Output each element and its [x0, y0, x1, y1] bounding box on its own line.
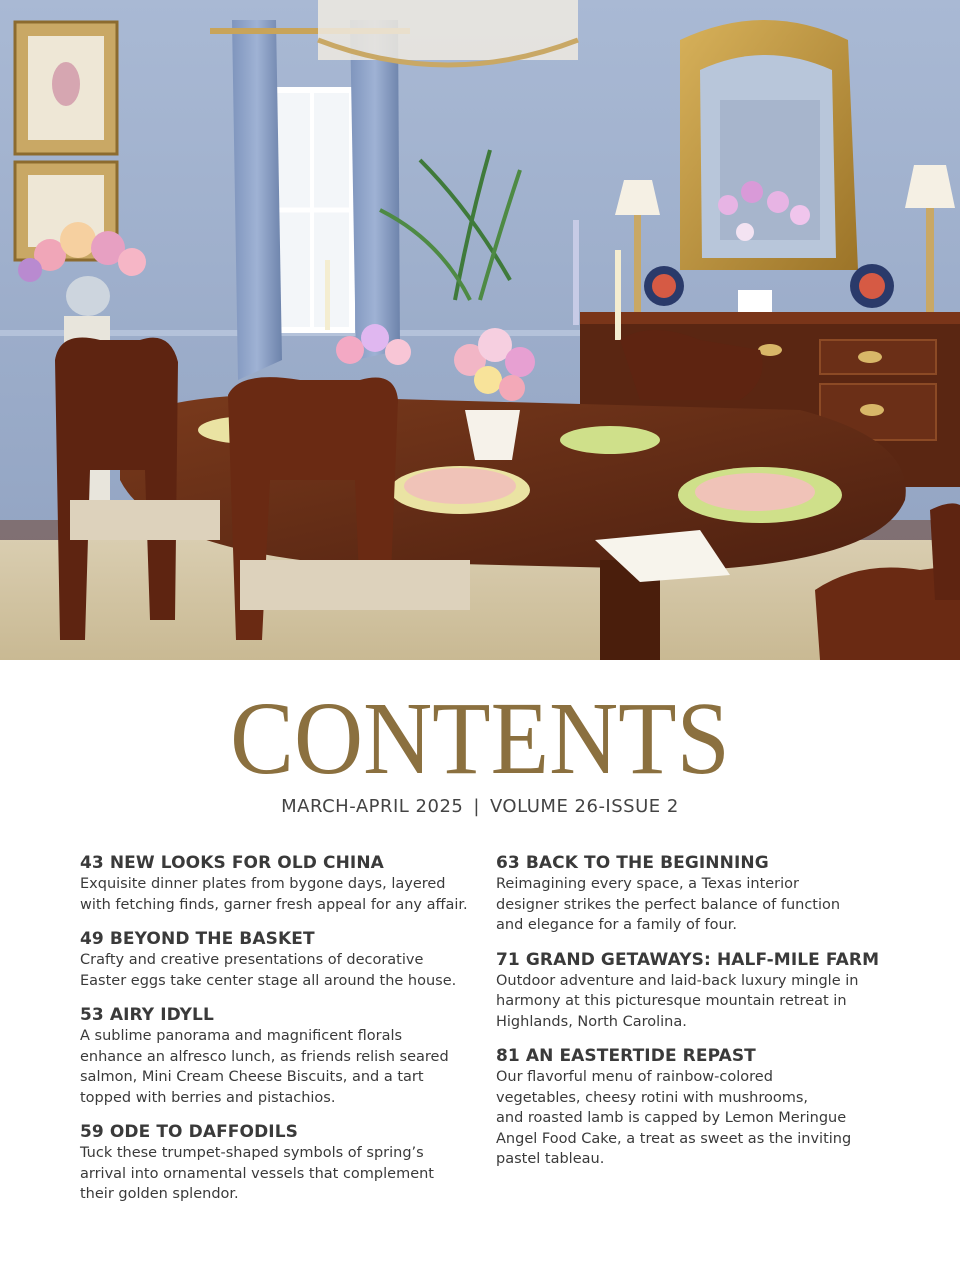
entry-title: BACK TO THE BEGINNING	[525, 853, 769, 873]
entry-heading	[80, 1121, 480, 1143]
entry-heading	[80, 852, 480, 874]
entry-title: GRAND GETAWAYS: HALF-MILE FARM	[525, 949, 880, 970]
entry-heading	[496, 852, 896, 874]
entry-description: Our flavorful menu of rainbow-colored vegetables, cheesy rotini with mushrooms, and roasted lamb is capped by Lemon Meringue Angel Food Cake, a treat as sweet as the inviting pastel tableau.	[496, 1069, 852, 1167]
entry-heading	[80, 1004, 480, 1026]
entry-title: AIRY IDYLL	[109, 1005, 214, 1025]
entry-page-number: 63	[496, 853, 520, 873]
entry-heading	[80, 928, 480, 950]
contents-entry[interactable]	[496, 852, 896, 936]
entry-page-number: 81	[496, 1046, 520, 1066]
entry-description: Exquisite dinner plates from bygone days, layered with fetching finds, garner fresh appeal for any affair.	[80, 876, 468, 913]
contents-entry[interactable]	[80, 1004, 480, 1108]
entry-description: Crafty and creative presentations of decorative Easter eggs take center stage all around the house.	[80, 952, 457, 989]
contents-entry[interactable]	[496, 949, 896, 1033]
entry-title: ODE TO DAFFODILS	[109, 1122, 298, 1142]
issue-volume: VOLUME 26-ISSUE 2	[489, 796, 679, 817]
entry-heading	[496, 949, 896, 971]
contents-right-column	[496, 852, 896, 1183]
entry-description: Outdoor adventure and laid-back luxury mingle in harmony at this picturesque mountain retreat in Highlands, North Carolina.	[496, 972, 859, 1030]
entry-page-number: 71	[496, 949, 520, 970]
entry-page-number: 59	[80, 1122, 104, 1142]
entry-title: NEW LOOKS FOR OLD CHINA	[109, 853, 384, 873]
contents-entry[interactable]	[80, 852, 480, 915]
entry-description: Tuck these trumpet-shaped symbols of spring’s arrival into ornamental vessels that complement their golden splendor.	[80, 1145, 434, 1202]
entry-description: A sublime panorama and magnificent florals enhance an alfresco lunch, as friends relish seared salmon, Mini Cream Cheese Biscuits, and a tart topped with berries and pistachios.	[80, 1028, 449, 1106]
issue-info	[0, 795, 960, 819]
entry-page-number: 43	[80, 853, 104, 873]
entry-title: BEYOND THE BASKET	[109, 929, 315, 949]
entry-page-number: 53	[80, 1005, 104, 1025]
entry-description: Reimagining every space, a Texas interior designer strikes the perfect balance of function and elegance for a family of four.	[496, 876, 841, 933]
contents-left-column	[80, 852, 480, 1218]
contents-entry[interactable]	[496, 1045, 896, 1170]
contents-entry[interactable]	[80, 1121, 480, 1205]
issue-separator: |	[473, 796, 480, 817]
contents-entry[interactable]	[80, 928, 480, 991]
entry-heading	[496, 1045, 896, 1067]
entry-page-number: 49	[80, 929, 104, 949]
page-title: CONTENTS	[230, 681, 730, 796]
entry-title: AN EASTERTIDE REPAST	[525, 1046, 756, 1066]
issue-date: MARCH-APRIL 2025	[281, 796, 464, 817]
